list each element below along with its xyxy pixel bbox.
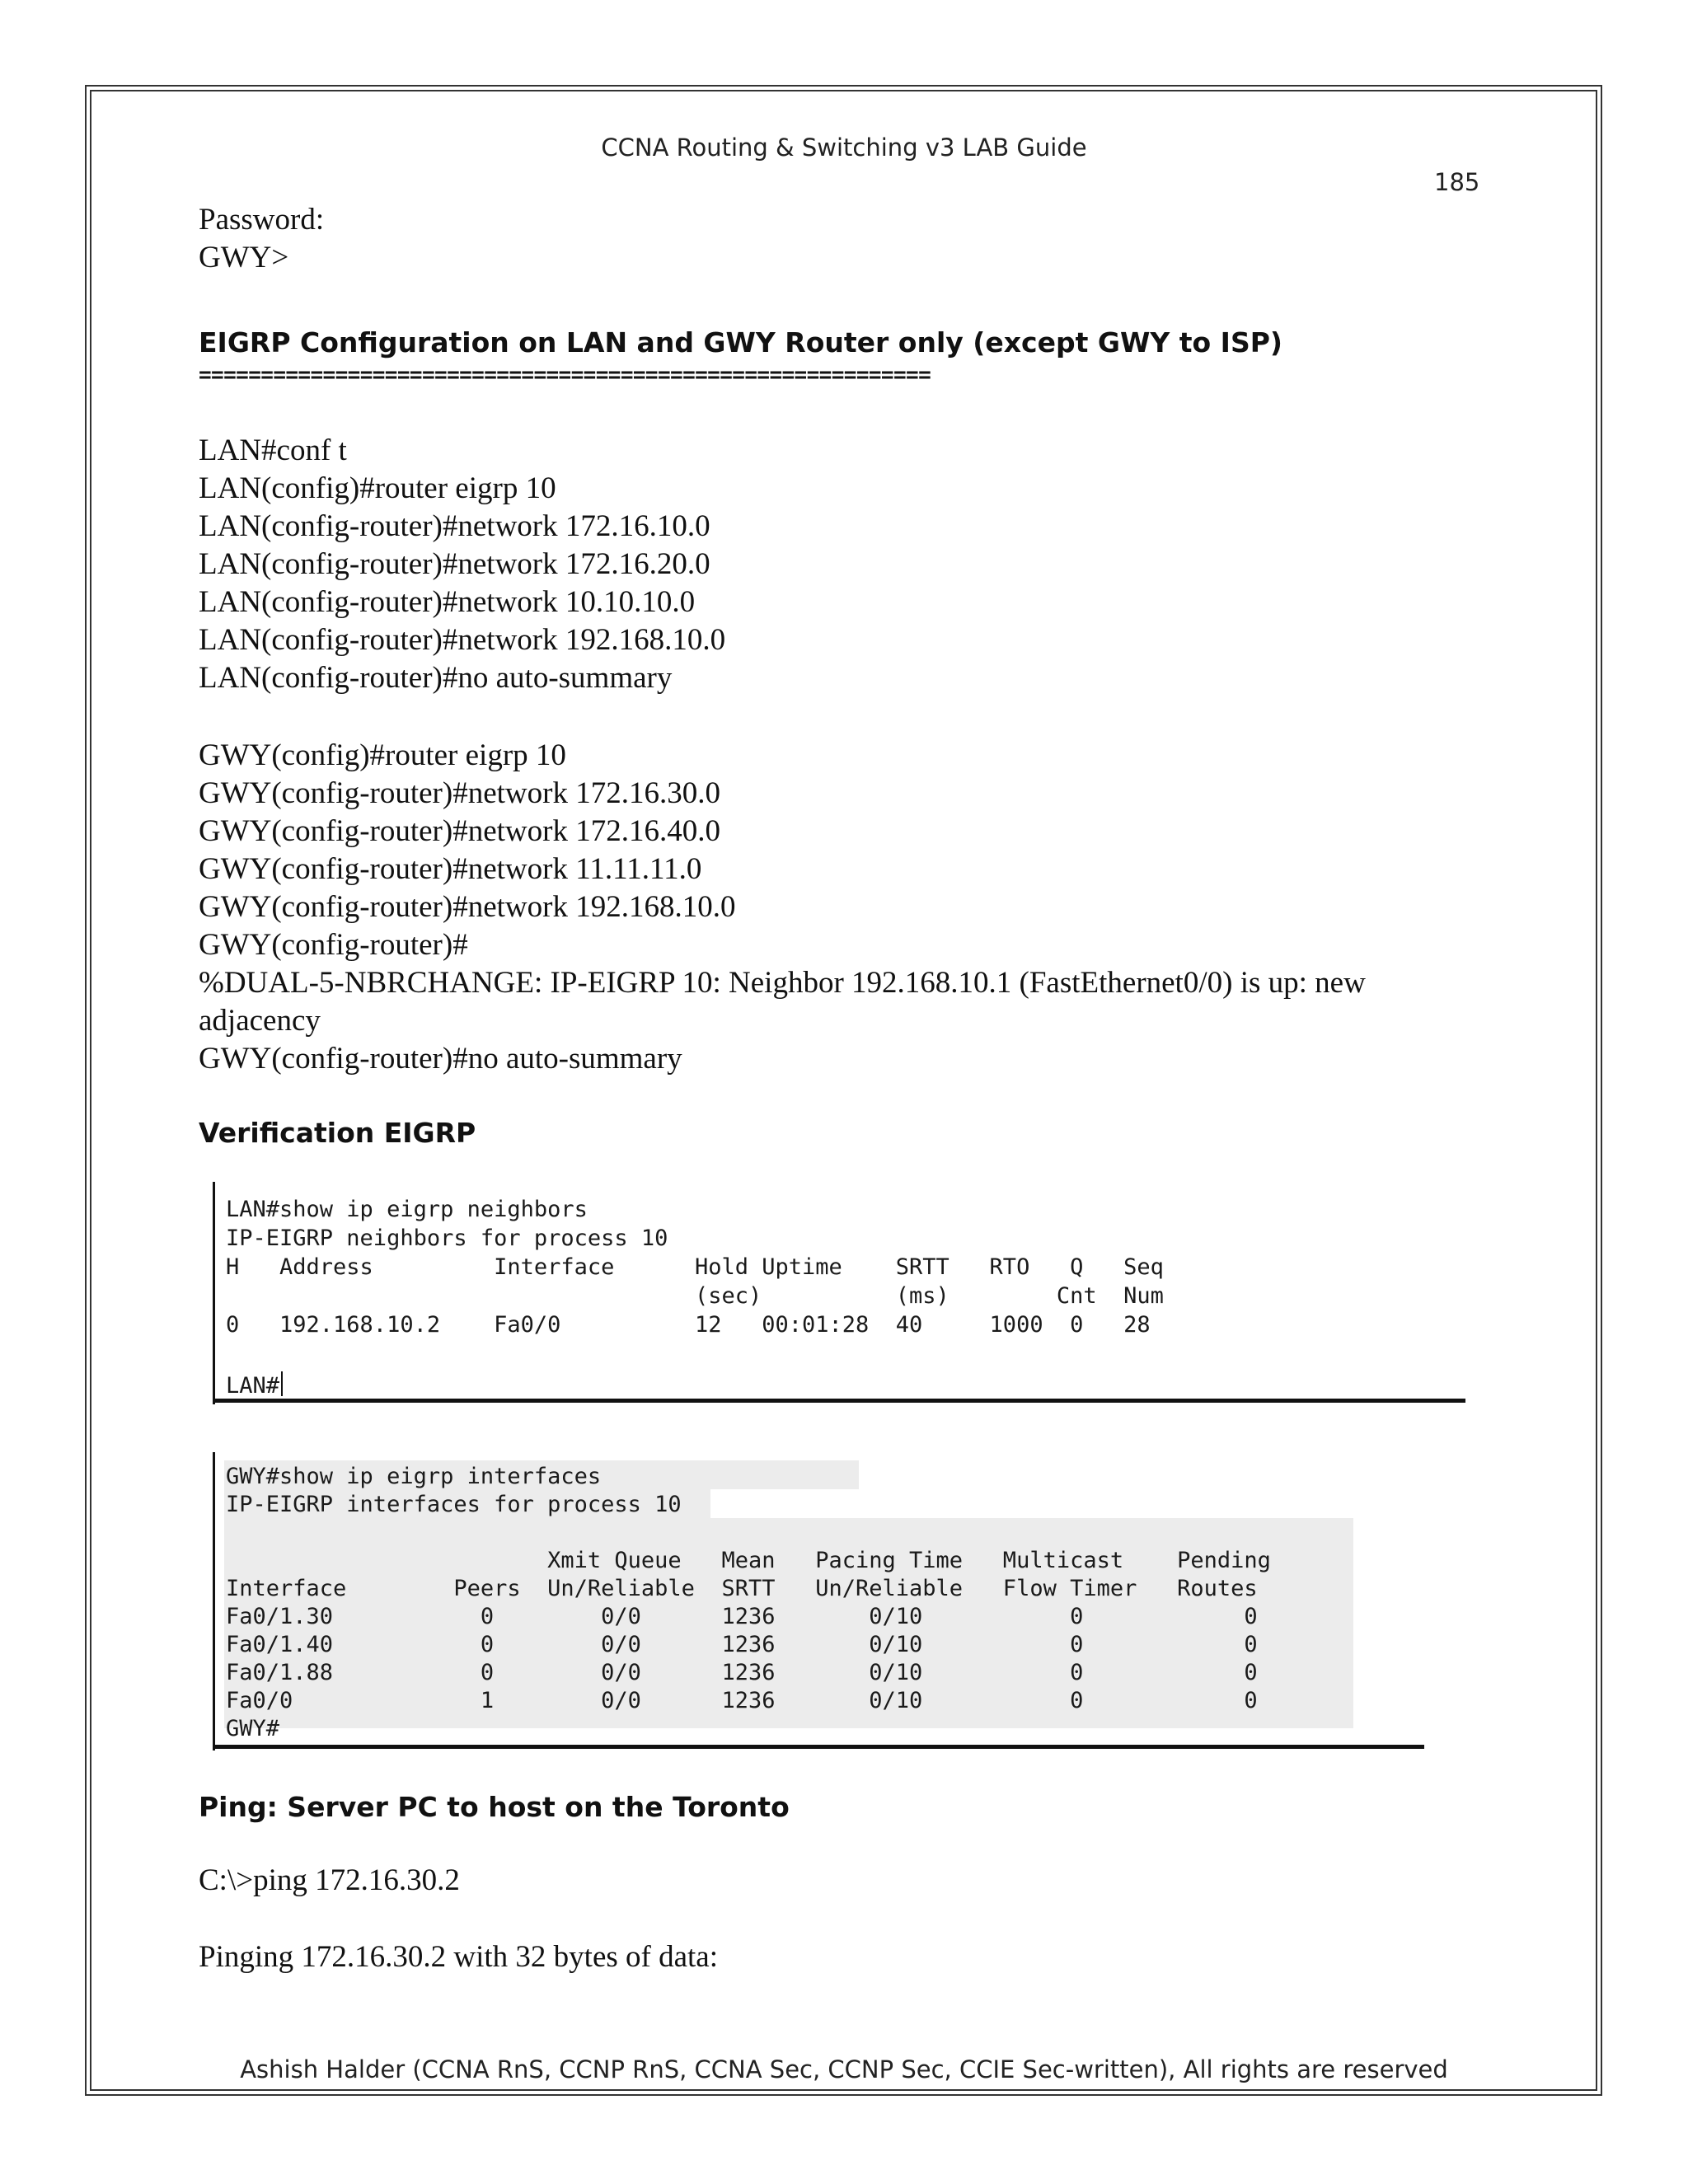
terminal-line: (sec) (ms) Cnt Num	[226, 1283, 1164, 1309]
config-line: GWY(config-router)#	[199, 928, 468, 962]
config-line: GWY(config-router)#network 172.16.30.0	[199, 776, 720, 810]
config-line: GWY(config-router)#network 11.11.11.0	[199, 852, 702, 886]
section-heading-verification: Verification EIGRP	[199, 1117, 476, 1149]
terminal-line: Xmit Queue Mean Pacing Time Multicast Pending	[226, 1548, 1271, 1573]
log-message: %DUAL-5-NBRCHANGE: IP-EIGRP 10: Neighbor 192.168.10.1 (FastEthernet0/0) is up: new	[199, 966, 1366, 1000]
terminal-line: Fa0/1.40 0 0/0 1236 0/10 0 0	[226, 1632, 1258, 1657]
terminal-line: IP-EIGRP interfaces for process 10	[226, 1492, 682, 1517]
terminal-line: GWY#show ip eigrp interfaces	[226, 1464, 602, 1489]
config-line: GWY(config-router)#network 172.16.40.0	[199, 814, 720, 848]
terminal-cursor	[281, 1371, 283, 1396]
config-line: GWY(config)#router eigrp 10	[199, 738, 566, 772]
config-line: GWY(config-router)#network 192.168.10.0	[199, 890, 736, 924]
terminal-border-bottom	[213, 1745, 1424, 1749]
config-line: LAN(config-router)#network 172.16.10.0	[199, 509, 710, 543]
terminal-line: IP-EIGRP neighbors for process 10	[226, 1226, 668, 1251]
config-line: LAN(config-router)#network 172.16.20.0	[199, 547, 710, 581]
config-line: LAN(config-router)#no auto-summary	[199, 661, 673, 695]
terminal-prompt	[226, 1371, 283, 1397]
terminal-border-left	[213, 1452, 215, 1750]
ping-output: Pinging 172.16.30.2 with 32 bytes of data:	[199, 1940, 718, 1974]
config-line: LAN(config)#router eigrp 10	[199, 471, 556, 505]
terminal-prompt: GWY#	[226, 1716, 280, 1741]
intro-line: GWY>	[199, 241, 289, 274]
log-message-continued: adjacency	[199, 1004, 321, 1038]
terminal-prompt-text: LAN#	[226, 1373, 280, 1399]
terminal-screenshot-interfaces	[213, 1452, 1424, 1750]
page-number: 185	[1434, 168, 1480, 196]
config-line: LAN#conf t	[199, 434, 347, 467]
terminal-line: Interface Peers Un/Reliable SRTT Un/Reliable Flow Timer Routes	[226, 1576, 1258, 1601]
config-line: LAN(config-router)#network 192.168.10.0	[199, 623, 726, 657]
terminal-line: Fa0/1.88 0 0/0 1236 0/10 0 0	[226, 1660, 1258, 1685]
config-line: LAN(config-router)#network 10.10.10.0	[199, 585, 696, 619]
ping-command: C:\>ping 172.16.30.2	[199, 1863, 460, 1897]
terminal-line: Fa0/1.30 0 0/0 1236 0/10 0 0	[226, 1604, 1258, 1629]
intro-line: Password:	[199, 203, 325, 237]
terminal-line: H Address Interface Hold Uptime SRTT RTO Q Seq	[226, 1254, 1164, 1280]
terminal-line: LAN#show ip eigrp neighbors	[226, 1197, 588, 1222]
page-footer: Ashish Halder (CCNA RnS, CCNP RnS, CCNA Sec, CCNP Sec, CCIE Sec-written), All rights are reserved	[240, 2055, 1448, 2083]
terminal-screenshot-neighbors	[213, 1182, 1465, 1404]
running-header: CCNA Routing & Switching v3 LAB Guide	[601, 134, 1087, 162]
terminal-line: Fa0/0 1 0/0 1236 0/10 0 0	[226, 1688, 1258, 1713]
terminal-line: 0 192.168.10.2 Fa0/0 12 00:01:28 40 1000 0 28	[226, 1312, 1151, 1338]
terminal-border-bottom	[213, 1399, 1465, 1403]
section-heading-ping: Ping: Server PC to host on the Toronto	[199, 1791, 790, 1823]
config-line: GWY(config-router)#no auto-summary	[199, 1042, 682, 1076]
terminal-border-left	[213, 1182, 215, 1404]
section-rule: ===========================================================	[199, 363, 931, 387]
section-heading-eigrp-config: EIGRP Configuration on LAN and GWY Router only (except GWY to ISP)	[199, 326, 1282, 359]
